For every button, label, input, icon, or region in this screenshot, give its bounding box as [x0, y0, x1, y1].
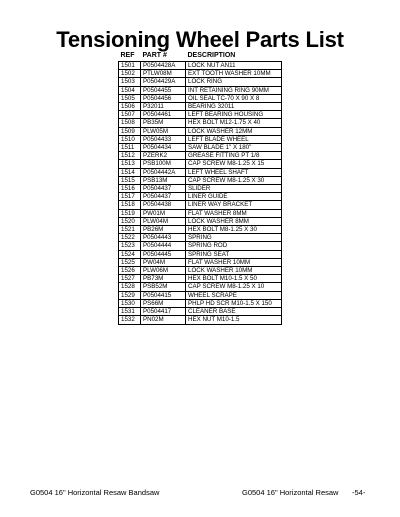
cell-description: SAW BLADE 1" X 180"	[186, 144, 282, 152]
cell-description: CAP SCREW M8-1.25 X 15	[186, 160, 282, 168]
table-row	[119, 62, 282, 70]
cell-part-number: PLW04M	[141, 217, 186, 225]
cell-ref: 1510	[119, 135, 141, 143]
cell-part-number: P0504433	[141, 135, 186, 143]
table-row	[119, 267, 282, 275]
cell-ref: 1507	[119, 111, 141, 119]
cell-part-number: P0504417	[141, 308, 186, 316]
cell-description: SPRING SEAT	[186, 250, 282, 258]
cell-part-number: P0504442A	[141, 168, 186, 176]
cell-description: LINER GUIDE	[186, 193, 282, 201]
page-number: -54-	[352, 488, 366, 497]
cell-ref: 1528	[119, 283, 141, 291]
cell-ref: 1527	[119, 275, 141, 283]
cell-ref: 1530	[119, 299, 141, 307]
cell-part-number: PB35M	[141, 119, 186, 127]
cell-part-number: PSB13M	[141, 176, 186, 184]
cell-description: HEX BOLT M8-1.25 X 30	[186, 226, 282, 234]
cell-ref: 1526	[119, 267, 141, 275]
cell-ref: 1503	[119, 78, 141, 86]
cell-description: LEFT BLADE WHEEL	[186, 135, 282, 143]
cell-description: CAP SCREW M8-1.25 X 10	[186, 283, 282, 291]
cell-ref: 1512	[119, 152, 141, 160]
cell-ref: 1508	[119, 119, 141, 127]
parts-table-body	[119, 62, 282, 325]
cell-part-number: PLW05M	[141, 127, 186, 135]
table-row	[119, 144, 282, 152]
table-row	[119, 275, 282, 283]
cell-part-number: P0504437	[141, 193, 186, 201]
table-row	[119, 70, 282, 78]
cell-ref: 1531	[119, 308, 141, 316]
cell-part-number: P0504437	[141, 185, 186, 193]
table-row	[119, 185, 282, 193]
cell-description: SPRING ROD	[186, 242, 282, 250]
cell-ref: 1521	[119, 226, 141, 234]
cell-part-number: P0504429A	[141, 78, 186, 86]
cell-ref: 1529	[119, 291, 141, 299]
cell-description: CLEANER BASE	[186, 308, 282, 316]
header-part: PART #	[142, 52, 167, 59]
cell-description: LOCK WASHER 12MM	[186, 127, 282, 135]
cell-description: PHLP HD SCR M10-1.5 X 150	[186, 299, 282, 307]
table-row	[119, 111, 282, 119]
cell-ref: 1501	[119, 62, 141, 70]
cell-part-number: PLW06M	[141, 267, 186, 275]
cell-description: FLAT WASHER 8MM	[186, 209, 282, 217]
cell-description: HEX NUT M10-1.5	[186, 316, 282, 324]
cell-ref: 1523	[119, 242, 141, 250]
cell-part-number: PN02M	[141, 316, 186, 324]
table-row	[119, 176, 282, 184]
cell-ref: 1516	[119, 185, 141, 193]
cell-description: EXT TOOTH WASHER 10MM	[186, 70, 282, 78]
cell-part-number: PB26M	[141, 226, 186, 234]
cell-part-number: P0504445	[141, 250, 186, 258]
page-title: Tensioning Wheel Parts List	[56, 27, 344, 52]
cell-part-number: P0504461	[141, 111, 186, 119]
table-row	[119, 152, 282, 160]
cell-description: HEX BOLT M12-1.75 X 40	[186, 119, 282, 127]
table-row	[119, 234, 282, 242]
table-row	[119, 168, 282, 176]
cell-description: LOCK RING	[186, 78, 282, 86]
parts-table	[118, 51, 282, 325]
cell-ref: 1524	[119, 250, 141, 258]
cell-ref: 1519	[119, 209, 141, 217]
cell-description: LEFT WHEEL SHAFT	[186, 168, 282, 176]
table-row	[119, 308, 282, 316]
cell-description: LOCK NUT AN11	[186, 62, 282, 70]
table-row	[119, 291, 282, 299]
table-row	[119, 226, 282, 234]
cell-ref: 1515	[119, 176, 141, 184]
cell-part-number: P0504415	[141, 291, 186, 299]
cell-description: WHEEL SCRAPE	[186, 291, 282, 299]
cell-description: FLAT WASHER 10MM	[186, 258, 282, 266]
cell-ref: 1517	[119, 193, 141, 201]
table-row	[119, 119, 282, 127]
cell-part-number: P0504455	[141, 86, 186, 94]
table-row	[119, 135, 282, 143]
cell-ref: 1511	[119, 144, 141, 152]
cell-ref: 1505	[119, 94, 141, 102]
cell-description: LOCK WASHER 8MM	[186, 217, 282, 225]
header-ref: REF	[120, 52, 135, 59]
table-row	[119, 127, 282, 135]
table-row	[119, 78, 282, 86]
table-row	[119, 103, 282, 111]
cell-ref: 1504	[119, 86, 141, 94]
cell-description: SLIDER	[186, 185, 282, 193]
cell-ref: 1513	[119, 160, 141, 168]
cell-description: SPRING	[186, 234, 282, 242]
cell-part-number: PW04M	[141, 258, 186, 266]
cell-description: HEX BOLT M10-1.5 X 50	[186, 275, 282, 283]
cell-description: CAP SCREW M8-1.25 X 30	[186, 176, 282, 184]
cell-description: LOCK WASHER 10MM	[186, 267, 282, 275]
table-row	[119, 209, 282, 217]
cell-part-number: P0504443	[141, 234, 186, 242]
footer-right: G0504 16" Horizontal Resaw	[242, 488, 339, 497]
table-row	[119, 283, 282, 291]
cell-part-number: PSB100M	[141, 160, 186, 168]
cell-description: OIL SEAL TC-70 X 90 X 8	[186, 94, 282, 102]
table-row	[119, 316, 282, 324]
cell-ref: 1518	[119, 201, 141, 209]
cell-part-number: PZERK2	[141, 152, 186, 160]
cell-description: GREASE FITTING PT 1/8	[186, 152, 282, 160]
table-row	[119, 299, 282, 307]
cell-ref: 1522	[119, 234, 141, 242]
cell-description: LEFT BEARING HOUSING	[186, 111, 282, 119]
table-row	[119, 242, 282, 250]
cell-ref: 1502	[119, 70, 141, 78]
cell-description: INT RETAINING RING 90MM	[186, 86, 282, 94]
cell-ref: 1509	[119, 127, 141, 135]
table-row	[119, 258, 282, 266]
table-row	[119, 250, 282, 258]
cell-part-number: PSB52M	[141, 283, 186, 291]
cell-description: LINER WAY BRACKET	[186, 201, 282, 209]
table-row	[119, 94, 282, 102]
cell-description: BEARING 32011	[186, 103, 282, 111]
footer-left: G0504 16" Horizontal Resaw Bandsaw	[30, 488, 160, 497]
table-row	[119, 160, 282, 168]
cell-ref: 1520	[119, 217, 141, 225]
cell-ref: 1514	[119, 168, 141, 176]
cell-part-number: P0504456	[141, 94, 186, 102]
cell-part-number: PTLW08M	[141, 70, 186, 78]
cell-part-number: P0504444	[141, 242, 186, 250]
header-description: DESCRIPTION	[187, 52, 236, 59]
cell-part-number: PW01M	[141, 209, 186, 217]
cell-ref: 1506	[119, 103, 141, 111]
table-row	[119, 217, 282, 225]
cell-part-number: PB73M	[141, 275, 186, 283]
table-row	[119, 193, 282, 201]
cell-part-number: P0504434	[141, 144, 186, 152]
table-header-row	[119, 51, 282, 62]
table-row	[119, 86, 282, 94]
cell-part-number: P32011	[141, 103, 186, 111]
table-row	[119, 201, 282, 209]
cell-ref: 1532	[119, 316, 141, 324]
cell-part-number: PS66M	[141, 299, 186, 307]
cell-ref: 1525	[119, 258, 141, 266]
cell-part-number: P0504438	[141, 201, 186, 209]
cell-part-number: P0504428A	[141, 62, 186, 70]
